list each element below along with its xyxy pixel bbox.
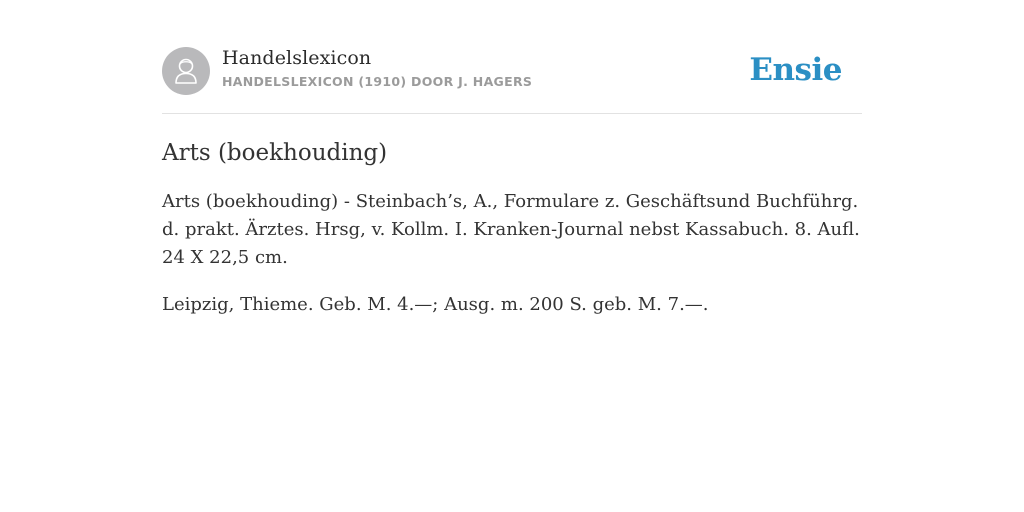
brand-logo[interactable]: Ensie: [749, 52, 842, 88]
source-subtitle[interactable]: HANDELSLEXICON (1910) DOOR J. HAGERS: [222, 74, 533, 89]
source-header: [162, 46, 862, 114]
article-paragraph: Arts (boekhouding) - Steinbach’s, A., Formulare z. Geschäftsund Buchführg. d. prakt. Ärztes. Hrsg, v. Kollm. I. Kranken-Journal nebst Kassabuch. 8. Aufl. 24 X 22,5 cm.: [162, 191, 860, 268]
avatar[interactable]: [162, 47, 210, 95]
source-name[interactable]: Handelslexicon: [222, 47, 372, 69]
page: [162, 0, 862, 319]
article-title: Arts (boekhouding): [162, 140, 388, 166]
article-paragraph: Leipzig, Thieme. Geb. M. 4.—; Ausg. m. 200 S. geb. M. 7.—.: [162, 294, 709, 315]
user-icon: [162, 47, 210, 95]
